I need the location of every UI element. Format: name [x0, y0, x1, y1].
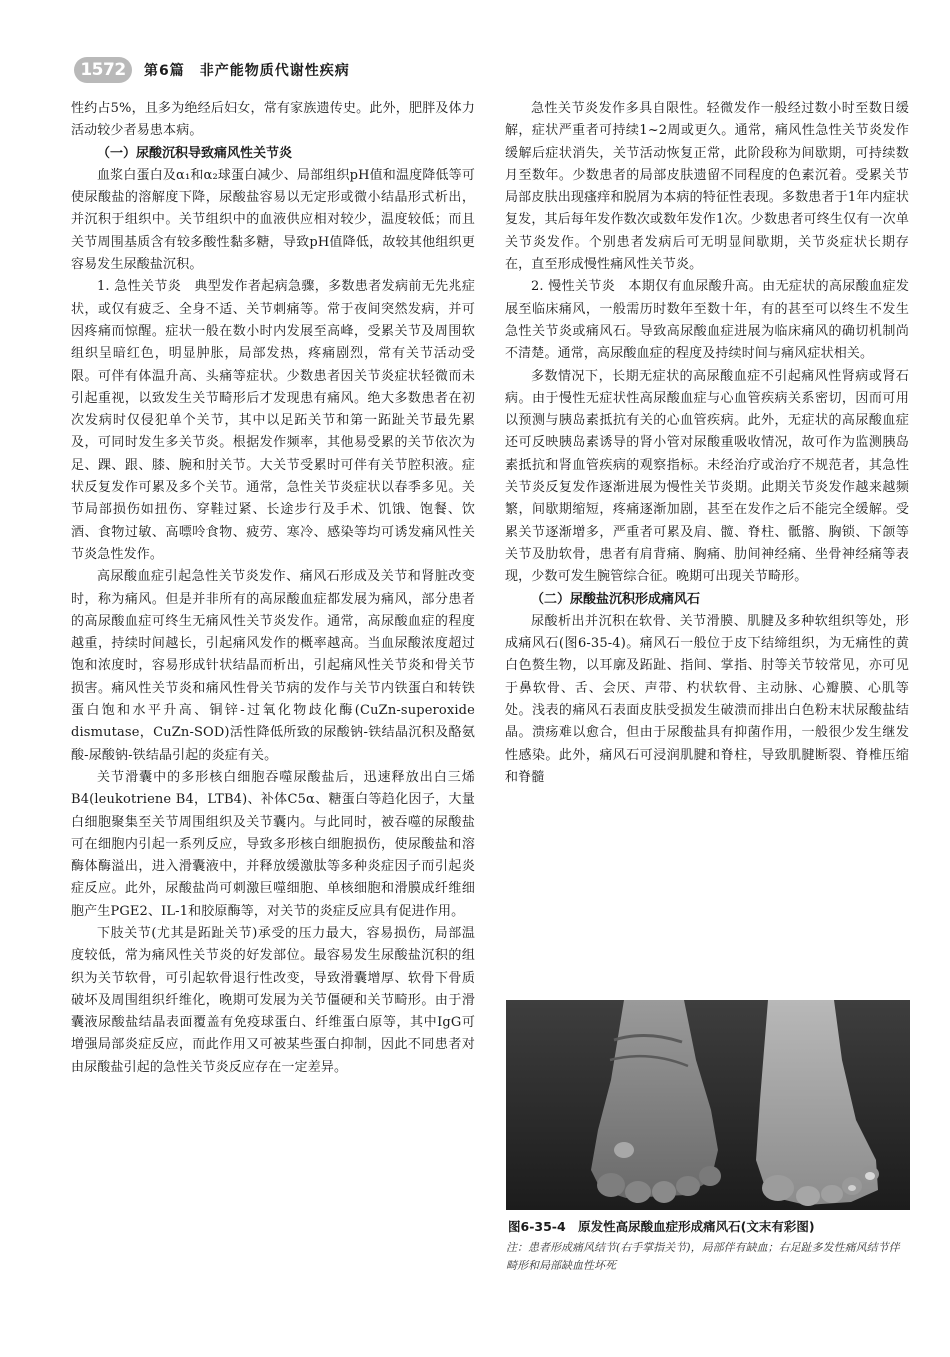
paragraph: 高尿酸血症引起急性关节炎发作、痛风石形成及关节和肾脏改变时，称为痛风。但是并非所有的高尿酸血症都发展为痛风，部分患者的高尿酸血症可终生无痛风性关节炎发作。通常，高尿酸血症的程度越重，持续时间越长，引起痛风发作的概率越高。当血尿酸浓度超过饱和浓度时，容易形成针状结晶而析出，引起痛风性关节炎和骨关节损害。痛风性关节炎和痛风性骨关节病的发作与关节内铁蛋白和转铁蛋白饱和水平升高、铜锌-过氧化物歧化酶(CuZn-superoxide dismutase，CuZn-SOD)活性降低所致的尿酸钠-铁结晶沉积及酪氨酸-尿酸钠-铁结晶引起的炎症有关。: [71, 569, 475, 763]
left-column: [71, 98, 475, 1079]
paragraph: 血浆白蛋白及α₁和α₂球蛋白减少、局部组织pH值和温度降低等可使尿酸盐的溶解度下降，尿酸盐容易以无定形或微小结晶形式析出，并沉积于组织中。关节组织中的血液供应相对较少，温度较低；而且关节周围基质含有较多酸性黏多糖，导致pH值降低，故较其他组织更容易发生尿酸盐沉积。: [71, 167, 475, 273]
page-number-badge: 1572: [74, 57, 132, 83]
paragraph: 急性关节炎发作多具自限性。轻微发作一般经过数小时至数日缓解，症状严重者可持续1~2周或更久。通常，痛风性急性关节炎发作缓解后症状消失，关节活动恢复正常，此阶段称为间歇期，可持续数月至数年。少数患者的局部皮肤遗留不同程度的色素沉着。受累关节局部皮肤出现瘙痒和脱屑为本病的特征性表现。多数患者于1年内症状复发，其后每年发作数次或数年发作1次。少数患者可终生仅有一次单关节炎发作。个别患者发病后可无明显间歇期，关节炎症状长期存在，直至形成慢性痛风性关节炎。: [505, 101, 909, 273]
figure-note: 注：患者形成痛风结节(右手掌指关节)，局部伴有缺血；右足趾多发性痛风结节伴畸形和局部缺血性坏死: [506, 1241, 900, 1272]
running-section-title: 第6篇 非产能物质代谢性疾病: [144, 63, 350, 79]
foot-photo: [506, 1000, 910, 1210]
paragraph: 多数情况下，长期无症状的高尿酸血症不引起痛风性肾病或肾石病。由于慢性无症状性高尿酸血症与心血管疾病关系密切，因而可用以预测与胰岛素抵抗有关的心血管疾病。此外，无症状的高尿酸血症还可反映胰岛素诱导的肾小管对尿酸重吸收情况，故可作为监测胰岛素抵抗和肾血管疾病的观察指标。未经治疗或治疗不规范者，其急性关节炎反复发作逐渐进展为慢性关节炎期。此期关节炎发作越来越频繁，间歇期缩短，疼痛逐渐加剧，甚至在发作之后不能完全缓解。受累关节逐渐增多，严重者可累及肩、髋、脊柱、骶髂、胸锁、下颌等关节及肋软骨，患者有肩背痛、胸痛、肋间神经痛、坐骨神经痛等表现，少数可发生腕管综合征。晚期可出现关节畸形。: [505, 368, 909, 585]
paragraph: 关节滑囊中的多形核白细胞吞噬尿酸盐后，迅速释放出白三烯B4(leukotriene B4，LTB4)、补体C5α、糖蛋白等趋化因子，大量白细胞聚集至关节周围组织及关节囊内。与此同时，被吞噬的尿酸盐可在细胞内引起一系列反应，导致多形核白细胞损伤，使尿酸盐和溶酶体酶溢出，进入滑囊液中，并释放缓激肽等多种炎症因子而引起炎症反应。此外，尿酸盐尚可刺激巨噬细胞、单核细胞和滑膜成纤维细胞产生PGE2、IL-1和胶原酶等，对关节的炎症反应具有促进作用。: [71, 769, 475, 919]
paragraph: 1. 急性关节炎 典型发作者起病急骤，多数患者发病前无先兆症状，或仅有疲乏、全身不适、关节刺痛等。常于夜间突然发病，并可因疼痛而惊醒。症状一般在数小时内发展至高峰，受累关节及周围软组织呈暗红色，明显肿胀，局部发热，疼痛剧烈，常有关节活动受限。可伴有体温升高、头痛等症状。少数患者因关节炎症状轻微而未引起重视，以致发生关节畸形后才发现患有痛风。绝大多数患者在初次发病时仅侵犯单个关节，其中以足跖关节和第一跖趾关节最先累及，可同时发生多关节炎。根据发作频率，其他易受累的关节依次为足、踝、跟、膝、腕和肘关节。大关节受累时可伴有关节腔积液。症状反复发作可累及多个关节。通常，急性关节炎症状以春季多见。关节局部损伤如扭伤、穿鞋过紧、长途步行及手术、饥饿、饱餐、饮酒、食物过敏、高嘌呤食物、疲劳、寒冷、感染等均可诱发痛风性关节炎急性发作。: [71, 279, 475, 562]
page-header: [74, 56, 350, 84]
paragraph: 下肢关节(尤其是跖趾关节)承受的压力最大，容易损伤，局部温度较低，常为痛风性关节炎的好发部位。最容易发生尿酸盐沉积的组织为关节软骨，可引起软骨退行性改变，导致滑囊增厚、软骨下骨质破坏及周围组织纤维化，晚期可发展为关节僵硬和关节畸形。由于滑囊液尿酸盐结晶表面覆盖有免疫球蛋白、纤维蛋白原等，其中IgG可增强局部炎症反应，而此作用又可被某些蛋白抑制，因此不同患者对由尿酸盐引起的急性关节炎反应存在一定差异。: [71, 925, 475, 1075]
figure-caption: 图6-35-4 原发性高尿酸血症形成痛风石(文末有彩图): [508, 1219, 815, 1234]
paragraph: 2. 慢性关节炎 本期仅有血尿酸升高。由无症状的高尿酸血症发展至临床痛风，一般需历时数年至数十年，有的甚至可以终生不发生急性关节炎或痛风石。导致高尿酸血症进展为临床痛风的确切机制尚不清楚。通常，高尿酸血症的程度及持续时间与痛风症状相关。: [505, 279, 909, 362]
paragraph: 尿酸析出并沉积在软骨、关节滑膜、肌腱及多种软组织等处，形成痛风石(图6-35-4)。痛风石一般位于皮下结缔组织，为无痛性的黄白色赘生物，以耳廓及跖趾、指间、掌指、肘等关节较常见，亦可见于鼻软骨、舌、会厌、声带、杓状软骨、主动脉、心瓣膜、心肌等处。浅表的痛风石表面皮肤受损发生破溃而排出白色粉末状尿酸盐结晶。溃疡难以愈合，但由于尿酸盐具有抑菌作用，一般很少发生继发性感染。此外，痛风石可浸润肌腱和脊柱，导致肌腱断裂、脊椎压缩和脊髓: [505, 613, 909, 785]
subsection-heading: （二）尿酸盐沉积形成痛风石: [531, 591, 701, 607]
subsection-heading: （一）尿酸沉积导致痛风性关节炎: [97, 145, 293, 161]
paragraph: 性约占5%，且多为绝经后妇女，常有家族遗传史。此外，肥胖及体力活动较少者易患本病。: [71, 101, 475, 139]
figure-gout-tophi: [506, 1000, 910, 1275]
right-column: [505, 98, 909, 789]
